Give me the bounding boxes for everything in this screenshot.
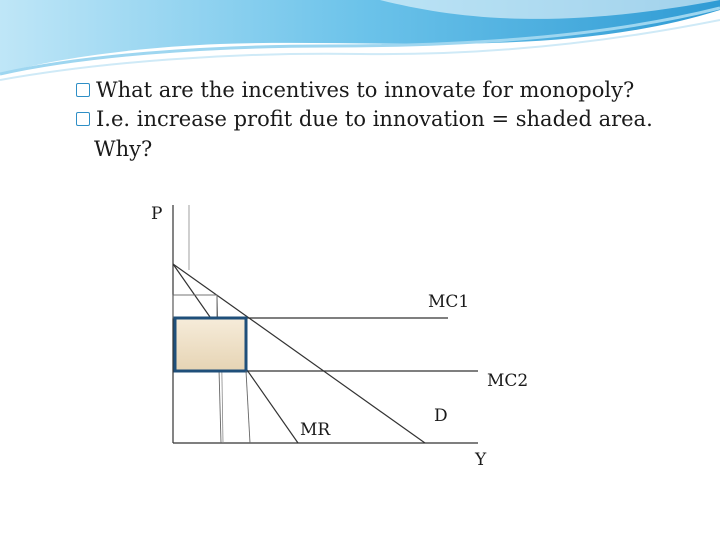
mr-label: MR xyxy=(300,420,331,440)
bullet-continuation: Why? xyxy=(94,136,153,161)
bullet-text: What are the incentives to innovate for monopoly? xyxy=(96,78,635,102)
shaded-area xyxy=(175,318,246,371)
mc1-label: MC1 xyxy=(428,292,470,312)
bullet-text: I.e. increase profit due to innovation = shaded area. xyxy=(96,107,653,132)
y-axis-label: P xyxy=(151,204,163,224)
mc2-label: MC2 xyxy=(487,371,529,391)
x-axis-label: Y xyxy=(475,450,487,470)
demand-label: D xyxy=(434,406,448,426)
profit-box-mc1 xyxy=(173,295,217,318)
